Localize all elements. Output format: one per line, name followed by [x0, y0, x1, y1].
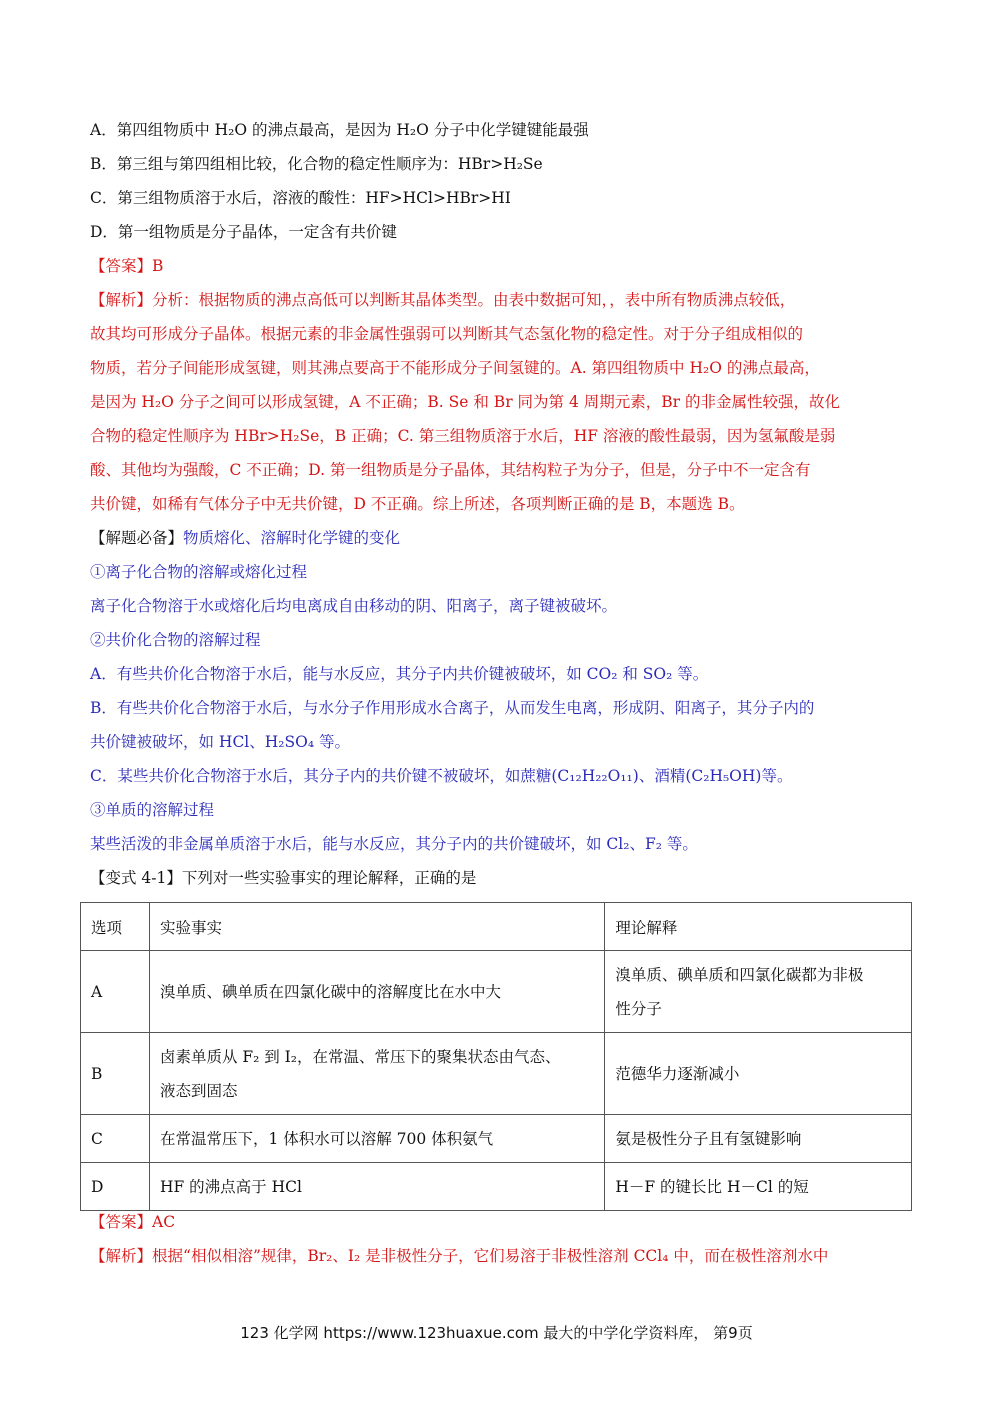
- option-c: C．第三组物质溶于水后，溶液的酸性：HF>HCl>HBr>HI: [90, 189, 511, 207]
- answer-value: AC: [152, 1213, 176, 1231]
- analysis-line-1: [90, 290, 795, 310]
- theory-text: 氨是极性分子且有氢键影响: [615, 1129, 802, 1148]
- table-header-cell: 选项: [81, 903, 150, 951]
- analysis-line-2-1: [90, 1246, 828, 1266]
- theory-cell: [605, 1033, 912, 1115]
- question-table: [80, 902, 912, 1211]
- analysis-text: 根据“相似相溶”规律，Br₂、I₂ 是非极性分子，它们易溶于非极性溶剂 CCl₄ 中，而在极性溶剂水中: [152, 1247, 829, 1265]
- analysis-line-5: 合物的稳定性顺序为 HBr>H₂Se，B 正确；C. 第三组物质溶于水后，HF 溶液的酸性最弱，因为氢氟酸是弱: [90, 427, 836, 445]
- theory-text: 范德华力逐渐减小: [615, 1064, 740, 1083]
- option-a: A．第四组物质中 H₂O 的沸点最高，是因为 H₂O 分子中化学键键能最强: [90, 121, 589, 139]
- table-header-row: [81, 903, 912, 951]
- fact-text: 溴单质、碘单质在四氯化碳中的溶解度比在水中大: [159, 982, 501, 1001]
- essentials-line-5: B．有些共价化合物溶于水后，与水分子作用形成水合离子，从而发生电离，形成阴、阳离子，其分子内的: [90, 699, 815, 717]
- analysis-line-2: 故其均可形成分子晶体。根据元素的非金属性强弱可以判断其气态氢化物的稳定性。对于分子组成相似的: [90, 325, 804, 343]
- variant-text: 下列对一些实验事实的理论解释，正确的是: [181, 869, 477, 887]
- answer-line: [90, 256, 163, 276]
- essentials-line-8: ③单质的溶解过程: [90, 801, 215, 819]
- analysis-line-3: 物质，若分子间能形成氢键，则其沸点要高于不能形成分子间氢键的。A. 第四组物质中 H₂O 的沸点最高，: [90, 359, 820, 377]
- table-row: [81, 1163, 912, 1211]
- essentials-line-7: C．某些共价化合物溶于水后，其分子内的共价键不被破坏，如蔗糖(C₁₂H₂₂O₁₁)、酒精(C₂H₅OH)等。: [90, 767, 793, 785]
- analysis-tag: 【解析】: [90, 1247, 153, 1265]
- option-cell: D: [81, 1163, 150, 1211]
- fact-cell: [149, 1115, 604, 1163]
- theory-text: H－F 的键长比 H－Cl 的短: [615, 1177, 809, 1196]
- table-row: [81, 1033, 912, 1115]
- option-cell: A: [81, 951, 150, 1033]
- page-footer: 123 化学网 https://www.123huaxue.com 最大的中学化学资料库， 第9页: [240, 1324, 753, 1342]
- theory-text: 溴单质、碘单质和四氯化碳都为非极: [615, 965, 864, 984]
- theory-cell: [605, 951, 912, 1033]
- variant-tag: 【变式 4-1】: [90, 869, 182, 887]
- fact-cell: [149, 951, 604, 1033]
- essentials-line-2: 离子化合物溶于水或熔化后均电离成自由移动的阴、阳离子，离子键被破坏。: [90, 597, 618, 615]
- option-cell: C: [81, 1115, 150, 1163]
- option-b: B．第三组与第四组相比较，化合物的稳定性顺序为：HBr>H₂Se: [90, 155, 543, 173]
- analysis-line-6: 酸、其他均为强酸，C 不正确；D. 第一组物质是分子晶体，其结构粒子为分子，但是，分子中不一定含有: [90, 461, 811, 479]
- essentials-line-4: A．有些共价化合物溶于水后，能与水反应，其分子内共价键被破坏，如 CO₂ 和 SO₂ 等。: [90, 665, 709, 683]
- fact-text: 液态到固态: [159, 1081, 238, 1100]
- fact-text: HF 的沸点高于 HCl: [159, 1177, 302, 1196]
- option-cell: B: [81, 1033, 150, 1115]
- fact-cell: [149, 1033, 604, 1115]
- fact-cell: [149, 1163, 604, 1211]
- analysis-line-4: 是因为 H₂O 分子之间可以形成氢键，A 不正确；B. Se 和 Br 同为第 4 周期元素，Br 的非金属性较强，故化: [90, 393, 840, 411]
- analysis-text: 分析：根据物质的沸点高低可以判断其晶体类型。由表中数据可知，，表中所有物质沸点较低，: [152, 291, 796, 309]
- answer-line-2: [90, 1212, 175, 1232]
- fact-text: 卤素单质从 F₂ 到 I₂，在常温、常压下的聚集状态由气态、: [159, 1047, 561, 1066]
- analysis-line-7: 共价键，如稀有气体分子中无共价键，D 不正确。综上所述，各项判断正确的是 B，本题选 B。: [90, 495, 745, 513]
- essentials-line-3: ②共价化合物的溶解过程: [90, 631, 261, 649]
- essentials-line-9: 某些活泼的非金属单质溶于水后，能与水反应，其分子内的共价键破坏，如 Cl₂、F₂ 等。: [90, 835, 698, 853]
- answer-tag: 【答案】: [90, 257, 153, 275]
- table-row: [81, 951, 912, 1033]
- essentials-line-6: 共价键被破坏，如 HCl、H₂SO₄ 等。: [90, 733, 350, 751]
- essentials-line-1: ①离子化合物的溶解或熔化过程: [90, 563, 308, 581]
- fact-text: 在常温常压下，1 体积水可以溶解 700 体积氨气: [159, 1129, 494, 1148]
- answer-value: B: [152, 257, 164, 275]
- essentials-title: 物质熔化、溶解时化学键的变化: [183, 529, 401, 547]
- variant-question: [90, 868, 476, 888]
- essentials-tag: 【解题必备】: [90, 529, 184, 547]
- answer-tag: 【答案】: [90, 1213, 153, 1231]
- theory-text: 性分子: [615, 999, 662, 1018]
- table-header-cell: 实验事实: [149, 903, 604, 951]
- analysis-tag: 【解析】: [90, 291, 153, 309]
- table-header-cell: 理论解释: [605, 903, 912, 951]
- theory-cell: [605, 1115, 912, 1163]
- theory-cell: [605, 1163, 912, 1211]
- option-d: D．第一组物质是分子晶体，一定含有共价键: [90, 223, 397, 241]
- essentials-heading: [90, 528, 400, 548]
- table-row: [81, 1115, 912, 1163]
